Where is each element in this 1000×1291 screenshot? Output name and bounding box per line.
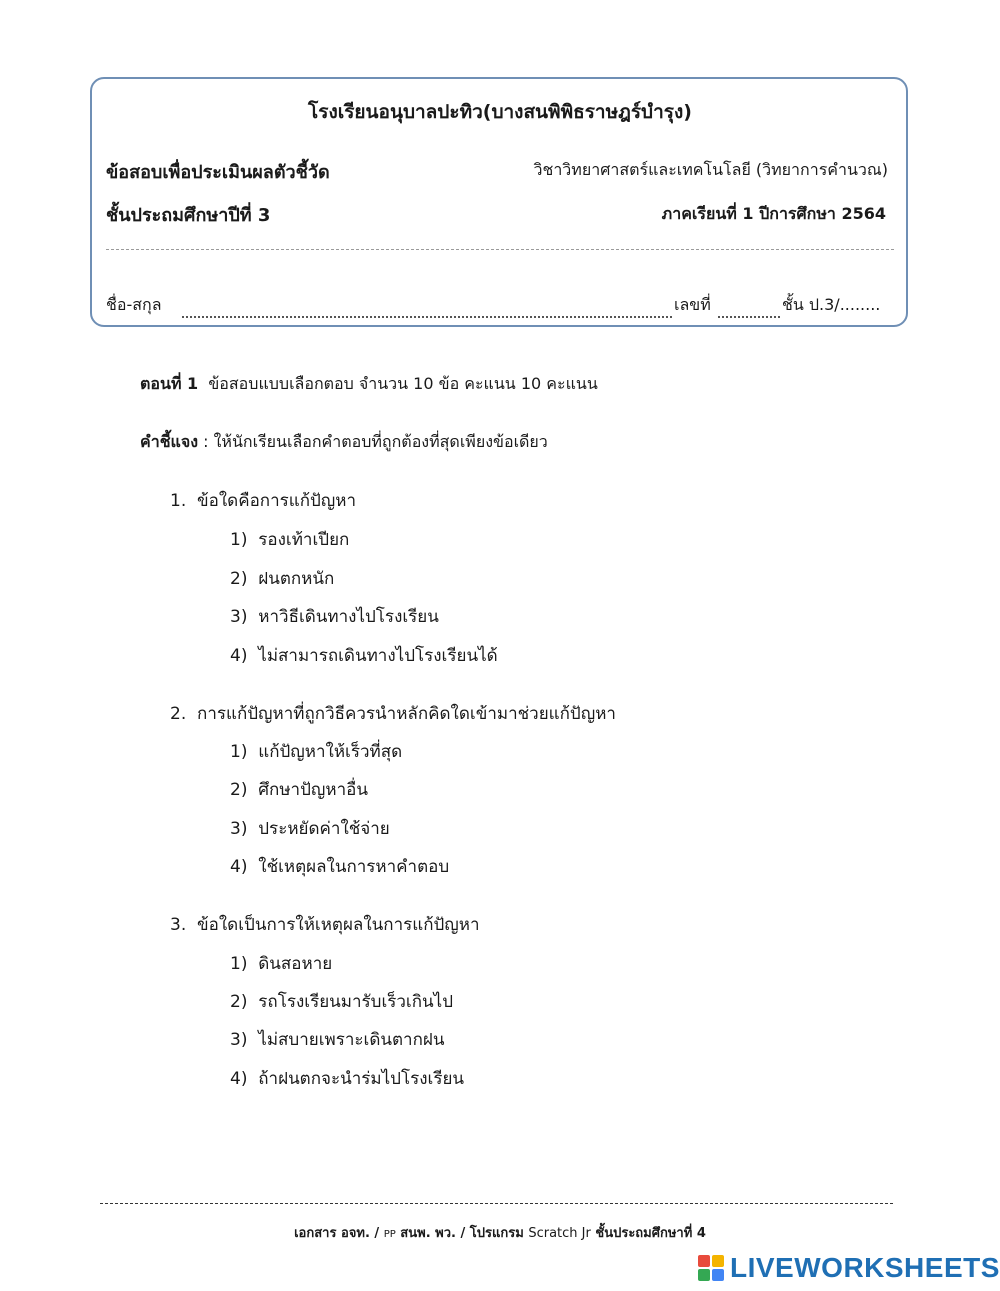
option-text: ดินสอหาย (258, 954, 333, 974)
instruction-label: คำชี้แจง (140, 432, 199, 451)
option-number: 4) (230, 857, 248, 877)
part-heading (140, 372, 598, 397)
q1-option-4[interactable] (230, 642, 498, 669)
logo-block (698, 1255, 710, 1267)
logo-block (698, 1269, 710, 1281)
number-label: เลขที่ (674, 295, 711, 314)
footer-divider (100, 1203, 893, 1204)
grade-level: ชั้นประถมศึกษาปีที่ 3 (106, 205, 271, 226)
question-3 (170, 911, 480, 938)
option-number: 4) (230, 1069, 248, 1089)
option-text: ใช้เหตุผลในการหาคำตอบ (258, 857, 450, 877)
question-number: 3. (170, 915, 187, 935)
option-text: ไม่สามารถเดินทางไปโรงเรียนได้ (258, 646, 498, 666)
option-text: หาวิธีเดินทางไปโรงเรียน (258, 607, 439, 627)
option-number: 1) (230, 530, 248, 550)
question-text: ข้อใดเป็นการให้เหตุผลในการแก้ปัญหา (197, 915, 480, 935)
instruction (140, 430, 548, 455)
option-text: รถโรงเรียนมารับเร็วเกินไป (258, 992, 454, 1012)
subject-name: วิชาวิทยาศาสตร์และเทคโนโลยี (วิทยาการคำนวณ) (533, 160, 888, 179)
q2-option-1[interactable] (230, 738, 402, 765)
logo-block (712, 1255, 724, 1267)
option-number: 2) (230, 780, 248, 800)
footer-text (0, 1222, 1000, 1243)
part-label: ตอนที่ 1 (140, 374, 199, 393)
exam-title: ข้อสอบเพื่อประเมินผลตัวชี้วัด (106, 162, 330, 183)
number-input-line[interactable] (718, 316, 780, 318)
question-number: 1. (170, 491, 187, 511)
q2-option-2[interactable] (230, 776, 368, 803)
option-text: แก้ปัญหาให้เร็วที่สุด (258, 742, 403, 762)
question-text: ข้อใดคือการแก้ปัญหา (197, 491, 357, 511)
logo-block (712, 1269, 724, 1281)
option-number: 4) (230, 646, 248, 666)
school-name: โรงเรียนอนุบาลปะทิว(บางสนพิพิธราษฎร์บำรุง) (308, 101, 692, 123)
footer-source: เอกสาร อจท. / (294, 1226, 384, 1241)
option-number: 2) (230, 992, 248, 1012)
option-number: 1) (230, 954, 248, 974)
class-label: ชั้น ป.3/........ (782, 295, 881, 314)
option-number: 2) (230, 569, 248, 589)
logo-blocks-icon (698, 1255, 724, 1281)
q3-option-4[interactable] (230, 1065, 464, 1092)
footer-grade: ชั้นประถมศึกษาที่ 4 (590, 1226, 706, 1241)
q3-option-3[interactable] (230, 1026, 444, 1053)
part-text: ข้อสอบแบบเลือกตอบ จำนวน 10 ข้อ คะแนน 10 คะแนน (208, 374, 598, 393)
q3-option-2[interactable] (230, 988, 453, 1015)
option-number: 3) (230, 1030, 248, 1050)
option-number: 3) (230, 819, 248, 839)
option-number: 3) (230, 607, 248, 627)
footer-publisher: สนพ. พว. / โปรแกรม (395, 1226, 529, 1241)
option-text: ศึกษาปัญหาอื่น (258, 780, 368, 800)
option-text: ไม่สบายเพราะเดินตากฝน (258, 1030, 445, 1050)
option-text: ฝนตกหนัก (258, 569, 335, 589)
footer-pp: PP (383, 1229, 396, 1240)
instruction-text: : ให้นักเรียนเลือกคำตอบที่ถูกต้องที่สุดเพียงข้อเดียว (198, 432, 548, 451)
q1-option-2[interactable] (230, 565, 334, 592)
q1-option-3[interactable] (230, 603, 439, 630)
footer-app: Scratch Jr (528, 1226, 591, 1241)
question-1 (170, 487, 356, 514)
option-text: ประหยัดค่าใช้จ่าย (258, 819, 390, 839)
header-divider (106, 249, 894, 250)
term-year: ภาคเรียนที่ 1 ปีการศึกษา 2564 (661, 204, 886, 223)
question-2 (170, 700, 616, 727)
q3-option-1[interactable] (230, 950, 332, 977)
option-number: 1) (230, 742, 248, 762)
q2-option-3[interactable] (230, 815, 390, 842)
question-text: การแก้ปัญหาที่ถูกวิธีควรนำหลักคิดใดเข้ามาช่วยแก้ปัญหา (197, 704, 616, 724)
liveworksheets-logo[interactable] (698, 1253, 1000, 1283)
q1-option-1[interactable] (230, 526, 349, 553)
option-text: ถ้าฝนตกจะนำร่มไปโรงเรียน (258, 1069, 465, 1089)
q2-option-4[interactable] (230, 853, 449, 880)
name-label: ชื่อ-สกุล (106, 295, 162, 314)
question-number: 2. (170, 704, 187, 724)
name-input-line[interactable] (182, 316, 672, 318)
logo-text: LIVEWORKSHEETS (730, 1252, 1000, 1283)
option-text: รองเท้าเปียก (258, 530, 350, 550)
